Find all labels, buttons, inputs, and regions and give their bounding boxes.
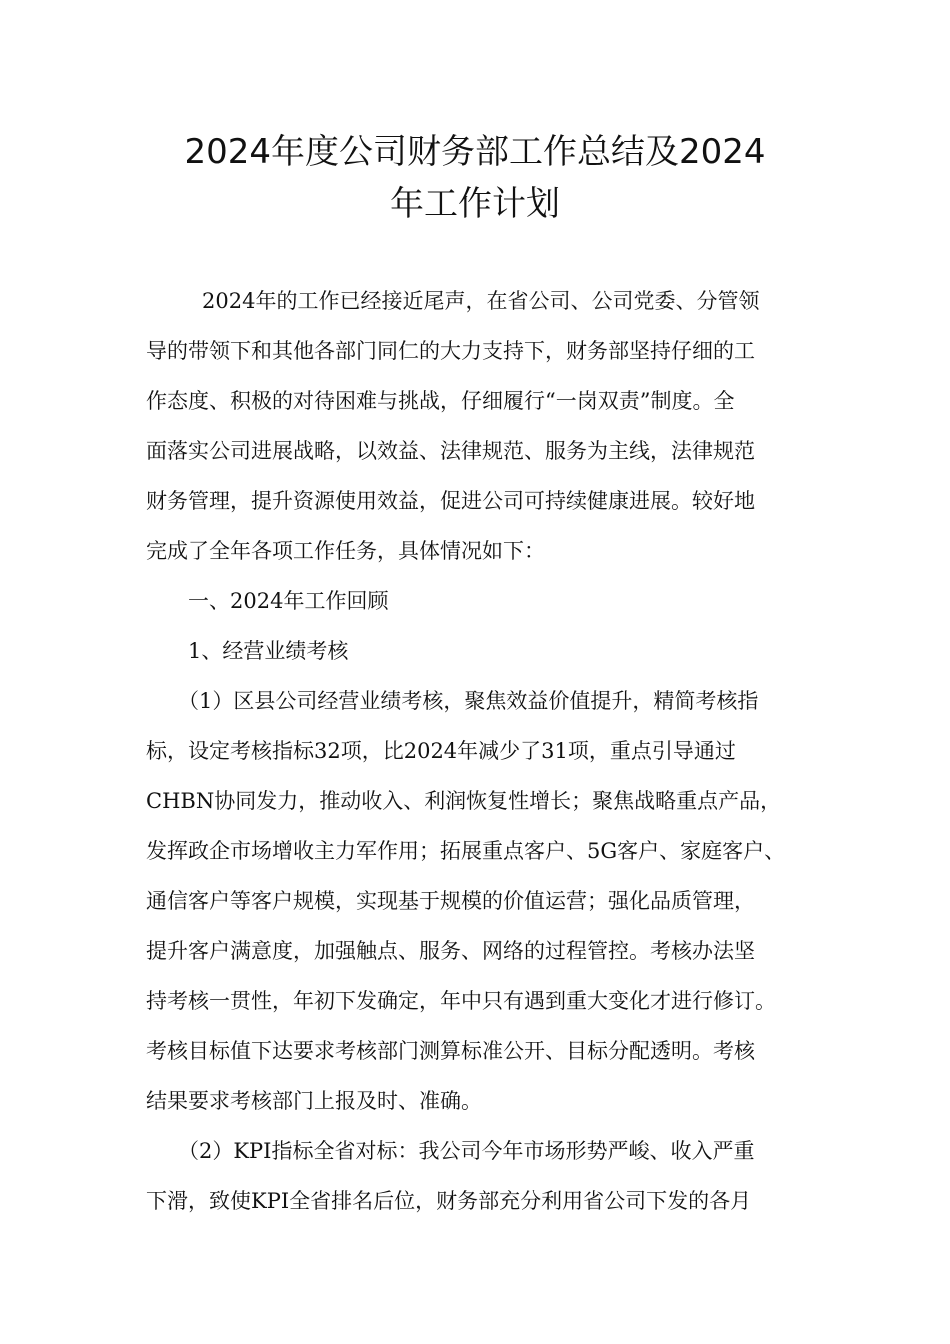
intro-line: 面落实公司进展战略，以效益、法律规范、服务为主线，法律规范 <box>146 439 755 463</box>
document-title-line-1: 2024年度公司财务部工作总结及2024 <box>184 132 766 172</box>
para1-line: CHBN协同发力，推动收入、利润恢复性增长；聚焦战略重点产品， <box>146 789 782 813</box>
intro-line: 2024年的工作已经接近尾声，在省公司、公司党委、分管领 <box>202 289 760 313</box>
para2-line: （2）KPI指标全省对标：我公司今年市场形势严峻、收入严重 <box>178 1139 755 1163</box>
para1-line: 持考核一贯性，年初下发确定，年中只有遇到重大变化才进行修订。 <box>146 989 776 1013</box>
intro-line: 导的带领下和其他各部门同仁的大力支持下，财务部坚持仔细的工 <box>146 339 755 363</box>
section-heading: 一、2024年工作回顾 <box>188 589 389 613</box>
para2-line: 下滑，致使KPI全省排名后位，财务部充分利用省公司下发的各月 <box>146 1189 752 1213</box>
intro-line: 完成了全年各项工作任务，具体情况如下： <box>146 539 545 563</box>
para1-line: 结果要求考核部门上报及时、准确。 <box>146 1089 482 1113</box>
subsection-heading: 1、经营业绩考核 <box>188 639 349 663</box>
intro-paragraph <box>146 276 826 1226</box>
intro-line: 作态度、积极的对待困难与挑战，仔细履行“一岗双责”制度。全 <box>146 389 735 413</box>
para1-line: （1）区县公司经营业绩考核，聚焦效益价值提升，精简考核指 <box>178 689 759 713</box>
para1-line: 提升客户满意度，加强触点、服务、网络的过程管控。考核办法坚 <box>146 939 755 963</box>
para1-line: 标，设定考核指标32项，比2024年减少了31项，重点引导通过 <box>146 739 736 763</box>
document-title-line-2: 年工作计划 <box>390 184 560 224</box>
para1-line: 考核目标值下达要求考核部门测算标准公开、目标分配透明。考核 <box>146 1039 755 1063</box>
para1-line: 发挥政企市场增收主力军作用；拓展重点客户、5G客户、家庭客户、 <box>146 839 786 863</box>
para1-line: 通信客户等客户规模，实现基于规模的价值运营；强化品质管理， <box>146 889 755 913</box>
intro-line: 财务管理，提升资源使用效益，促进公司可持续健康进展。较好地 <box>146 489 755 513</box>
